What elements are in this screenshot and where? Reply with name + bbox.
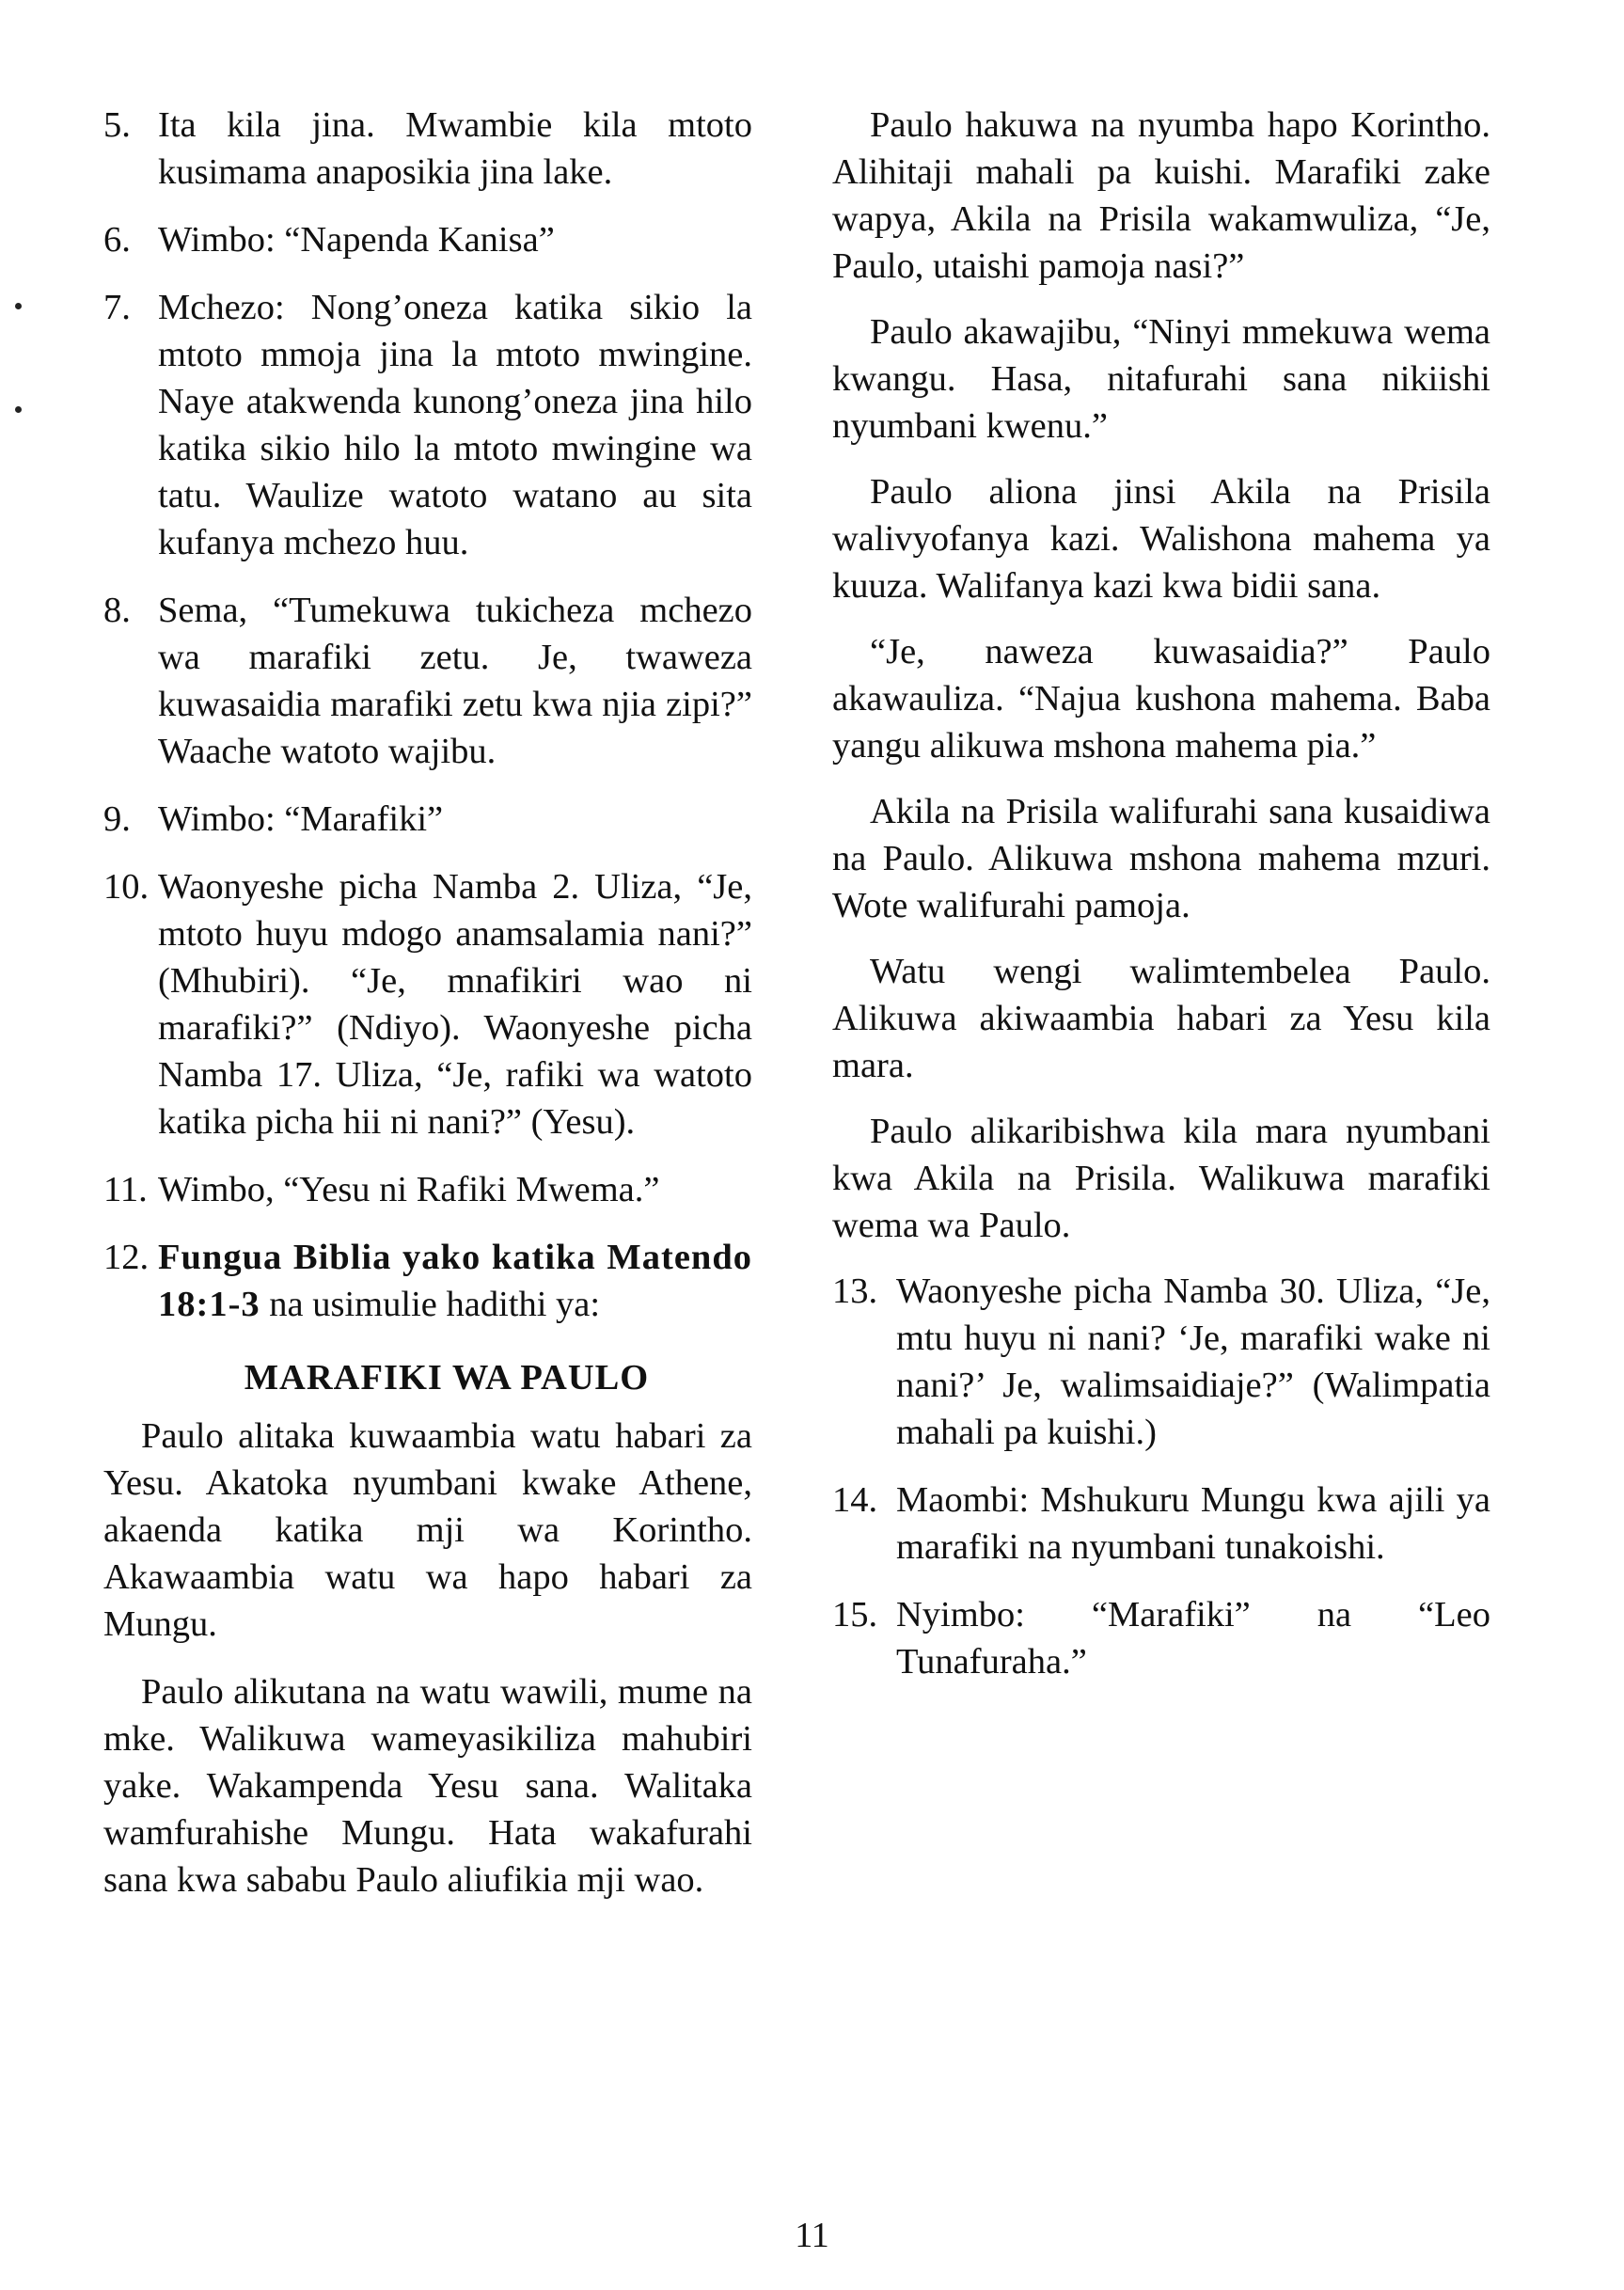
item-text-rest: na usimulie hadithi ya: [260, 1285, 601, 1324]
item-text: Wimbo: “Marafiki” [158, 799, 444, 839]
story-title: MARAFIKI WA PAULO [244, 1358, 650, 1398]
item-number: 9. [103, 799, 131, 839]
list-item [103, 102, 752, 196]
story-paragraph: Paulo aliona jinsi Akila na Prisila walivyofanya kazi. Walishona mahema ya kuuza. Walifanya kazi kwa bidii sana. [832, 472, 1490, 606]
story-paragraph: Paulo akawajibu, “Ninyi mmekuwa wema kwangu. Hasa, nitafurahi sana nikiishi nyumbani kwenu.” [832, 312, 1490, 446]
left-column [103, 102, 752, 1924]
item-text: Maombi: Mshukuru Mungu kwa ajili ya marafiki na nyumbani tunakoishi. [896, 1480, 1490, 1567]
item-text: Waonyeshe picha Namba 2. Uliza, “Je, mtoto huyu mdogo anamsalamia nani?” (Mhubiri). “Je, mnafikiri wao ni marafiki?” (Ndiyo). Waonyeshe picha Namba 17. Uliza, “Je, rafiki wa watoto katika picha hii ni nani?” (Yesu). [158, 867, 752, 1142]
item-number: 11. [103, 1170, 148, 1209]
item-text: Wimbo, “Yesu ni Rafiki Mwema.” [158, 1170, 660, 1209]
right-column [832, 102, 1490, 1706]
item-text: Ita kila jina. Mwambie kila mtoto kusimama anaposikia jina lake. [158, 105, 752, 192]
story-paragraph: Paulo hakuwa na nyumba hapo Korintho. Alihitaji mahali pa kuishi. Marafiki zake wapya, Akila na Prisila wakamwuliza, “Je, Paulo, utaishi pamoja nasi?” [832, 105, 1490, 286]
story-paragraph: Paulo alikutana na watu wawili, mume na mke. Walikuwa wameyasikiliza mahubiri yake. Wakampenda Yesu sana. Walitaka wamfurahishe Mungu. Hata wakafurahi sana kwa sababu Paulo aliufikia mji wao. [103, 1672, 752, 1900]
item-text [158, 1234, 752, 1328]
bible-reference: Fungua Biblia yako katika Matendo 18:1-3 [158, 1238, 752, 1324]
story-paragraph: Paulo alikaribishwa kila mara nyumbani kwa Akila na Prisila. Walikuwa marafiki wema wa Paulo. [832, 1112, 1490, 1245]
item-text: Sema, “Tumekuwa tukicheza mchezo wa marafiki zetu. Je, twaweza kuwasaidia marafiki zetu kwa njia zipi?” Waache watoto wajibu. [158, 591, 752, 771]
item-number: 14. [832, 1480, 878, 1520]
list-item [832, 1591, 1490, 1685]
story-paragraph: Paulo alitaka kuwaambia watu habari za Yesu. Akatoka nyumbani kwake Athene, akaenda katika mji wa Korintho. Akawaambia watu wa hapo habari za Mungu. [103, 1416, 752, 1644]
item-number: 6. [103, 220, 131, 260]
item-number: 15. [832, 1595, 878, 1635]
margin-dot [15, 406, 22, 413]
margin-dot [15, 303, 22, 309]
list-item-bible-reading [103, 1234, 752, 1328]
item-text: Mchezo: Nong’oneza katika sikio la mtoto mmoja jina la mtoto mwingine. Naye atakwenda kunong’oneza jina hilo katika sikio hilo la mtoto mwingine wa tatu. Waulize watoto watano au sita kufanya mchezo huu. [158, 288, 752, 562]
item-text: Nyimbo: “Marafiki” na “Leo Tunafuraha.” [896, 1595, 1490, 1682]
list-item [832, 1268, 1490, 1456]
list-item [103, 863, 752, 1145]
list-item [103, 796, 752, 843]
list-item [832, 1477, 1490, 1571]
story-paragraph: Akila na Prisila walifurahi sana kusaidiwa na Paulo. Alikuwa mshona mahema mzuri. Wote walifurahi pamoja. [832, 792, 1490, 925]
story-paragraph: Watu wengi walimtembelea Paulo. Alikuwa akiwaambia habari za Yesu kila mara. [832, 952, 1490, 1085]
item-number: 12. [103, 1238, 150, 1277]
item-number: 7. [103, 288, 131, 327]
item-text: Waonyeshe picha Namba 30. Uliza, “Je, mtu huyu ni nani? ‘Je, marafiki wake ni nani?’ Je, walimsaidiaje?” (Walimpatia mahali pa kuishi.) [896, 1271, 1490, 1452]
item-number: 8. [103, 591, 131, 630]
item-number: 10. [103, 867, 150, 907]
list-item [103, 216, 752, 263]
list-item [103, 587, 752, 775]
story-paragraph: “Je, naweza kuwasaidia?” Paulo akawauliza. “Najua kushona mahema. Baba yangu alikuwa mshona mahema pia.” [832, 632, 1490, 766]
list-item [103, 1166, 752, 1213]
item-number: 5. [103, 105, 131, 145]
item-number: 13. [832, 1271, 878, 1311]
list-item [103, 284, 752, 566]
page-number: 11 [795, 2216, 829, 2255]
item-text: Wimbo: “Napenda Kanisa” [158, 220, 555, 260]
